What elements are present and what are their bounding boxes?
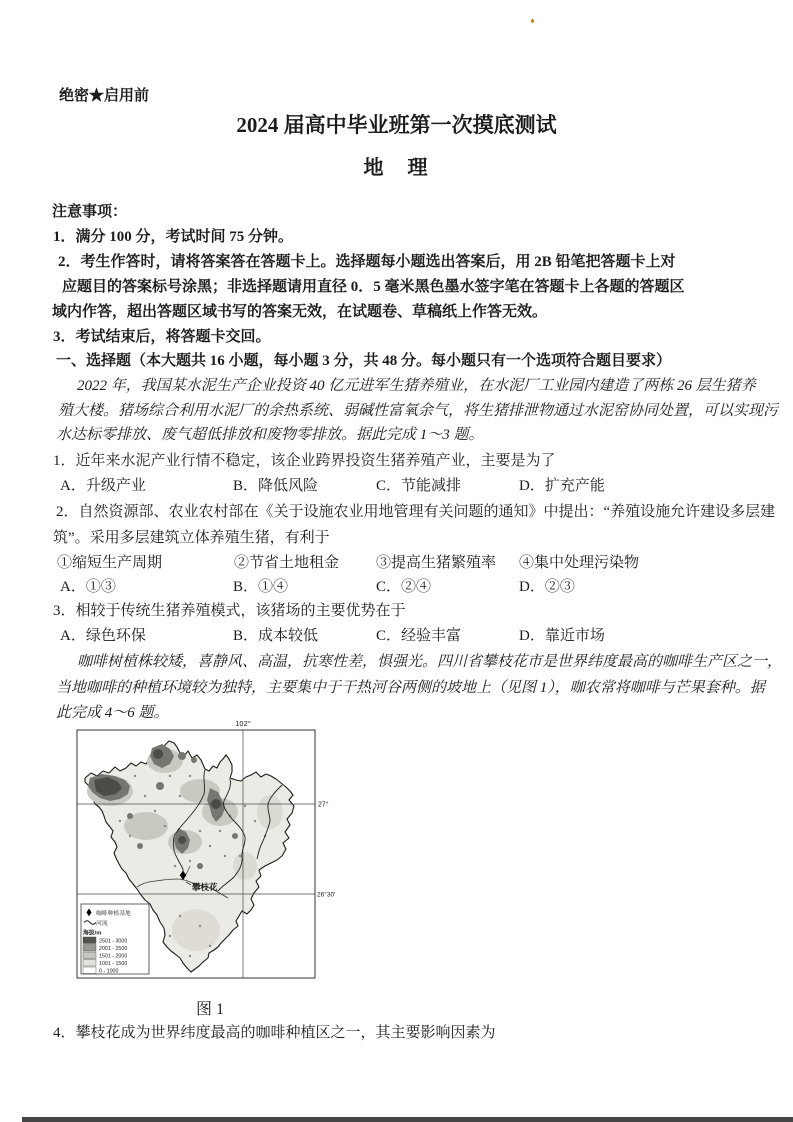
- classification-label: 绝密★启用前: [59, 88, 150, 104]
- question-2-item-2: ②节省土地租金: [234, 555, 340, 571]
- notice-heading: 注意事项：: [52, 204, 128, 220]
- legend-range-3: 1501 - 2000: [99, 953, 128, 960]
- notice-item-2-line-3: 域内作答，超出答题区域书写的答案无效，在试题卷、草稿纸上作答无效。: [52, 304, 548, 320]
- question-1-option-b: B．降低风险: [233, 478, 319, 494]
- question-1-options: [0, 477, 793, 497]
- figure-1-map: [70, 716, 350, 983]
- city-label: 攀枝花: [192, 882, 218, 892]
- passage-2-line-2: 当地咖啡的种植环境较为独特，主要集中于干热河谷两侧的坡地上（见图 1），咖农常将咖啡与芒果套种。据: [56, 680, 765, 696]
- passage-1-line-2: 殖大楼。猪场综合利用水泥厂的余热系统、弱碱性富氧余气，将生猪排泄物通过水泥窑协同处置，可以实现污: [58, 403, 779, 419]
- question-3-options: [0, 627, 793, 647]
- question-3-option-a: A．绿色环保: [60, 628, 146, 644]
- question-3-stem: 3．相较于传统生猪养殖模式，该猪场的主要优势在于: [53, 603, 406, 619]
- notice-item-1: 1．满分 100 分，考试时间 75 分钟。: [53, 229, 294, 245]
- section-1-heading: 一、选择题（本大题共 16 小题，每小题 3 分，共 48 分。每小题只有一个选项符合题目要求）: [56, 353, 672, 369]
- passage-1-line-3: 水达标零排放、废气超低排放和废物零排放。据此完成 1～3 题。: [56, 427, 484, 443]
- exam-title: 2024 届高中毕业班第一次摸底测试: [236, 113, 557, 137]
- passage-2-line-1: 咖啡树植株较矮，喜静风、高温，抗寒性差，惧强光。四川省攀枝花市是世界纬度最高的咖啡生产区之一，: [77, 654, 783, 670]
- question-2-stem-line-1: 2．自然资源部、农业农村部在《关于设施农业用地管理有关问题的通知》中提出：“养殖设施允许建设多层建: [56, 504, 776, 520]
- question-2-option-b: B．①④: [233, 579, 289, 595]
- legend-coffee-label: 咖啡种植基地: [96, 911, 131, 917]
- question-2-items: [0, 554, 793, 574]
- question-3-option-c: C．经验丰富: [376, 628, 462, 644]
- question-3-option-d: D．靠近市场: [519, 628, 605, 644]
- legend-range-1: 2501 - 3000: [99, 938, 128, 945]
- passage-1-line-1: 2022 年，我国某水泥生产企业投资 40 亿元进军生猪养殖业，在水泥厂工业园内建造了两栋 26 层生猪养: [77, 378, 756, 394]
- question-1-option-c: C．节能减排: [376, 478, 462, 494]
- map-legend: [81, 904, 149, 975]
- question-2-options: [0, 578, 793, 598]
- legend-range-5: 0 - 1000: [99, 968, 119, 975]
- question-2-item-4: ④集中处理污染物: [519, 555, 640, 571]
- question-4-stem: 4．攀枝花成为世界纬度最高的咖啡种植区之一，其主要影响因素为: [53, 1025, 496, 1041]
- question-3-option-b: B．成本较低: [233, 628, 319, 644]
- question-2-option-a: A．①③: [60, 579, 116, 595]
- longitude-label: 102°: [235, 719, 251, 728]
- figure-1-caption: 图 1: [195, 1001, 224, 1018]
- scan-speck: [531, 19, 534, 23]
- legend-range-4: 1001 - 1500: [99, 961, 128, 967]
- question-2-option-d: D．②③: [519, 579, 575, 595]
- scan-bottom-edge: [22, 1117, 793, 1122]
- latitude-label-lower: 26°30′: [317, 891, 336, 899]
- notice-item-2-line-1: 2．考生作答时，请将答案答在答题卡上。选择题每小题选出答案后，用 2B 铅笔把答题卡上对: [58, 254, 676, 270]
- question-2-item-3: ③提高生猪繁殖率: [376, 555, 497, 571]
- question-2-item-1: ①缩短生产周期: [57, 555, 163, 571]
- legend-range-2: 2001 - 2500: [99, 946, 128, 952]
- question-1-option-d: D．扩充产能: [519, 478, 605, 494]
- subject-title: 地 理: [363, 157, 430, 179]
- question-2-stem-line-2: 筑”。采用多层建筑立体养殖生猪，有利于: [53, 530, 330, 546]
- legend-elevation-title: 海拔/m: [83, 930, 102, 937]
- latitude-label-upper: 27°: [318, 801, 329, 809]
- question-1-stem: 1．近年来水泥产业行情不稳定，该企业跨界投资生猪养殖产业，主要是为了: [53, 453, 556, 469]
- legend-river-label: 河流: [96, 921, 108, 927]
- notice-item-2-line-2: 应题目的答案标号涂黑；非选择题请用直径 0．5 毫米黑色墨水签字笔在答题卡上各题的答题区: [62, 279, 685, 295]
- question-2-option-c: C．②④: [376, 579, 432, 595]
- question-1-option-a: A．升级产业: [60, 478, 146, 494]
- notice-item-3: 3．考试结束后，将答题卡交回。: [53, 329, 271, 345]
- passage-2-line-3: 此完成 4～6 题。: [56, 705, 169, 721]
